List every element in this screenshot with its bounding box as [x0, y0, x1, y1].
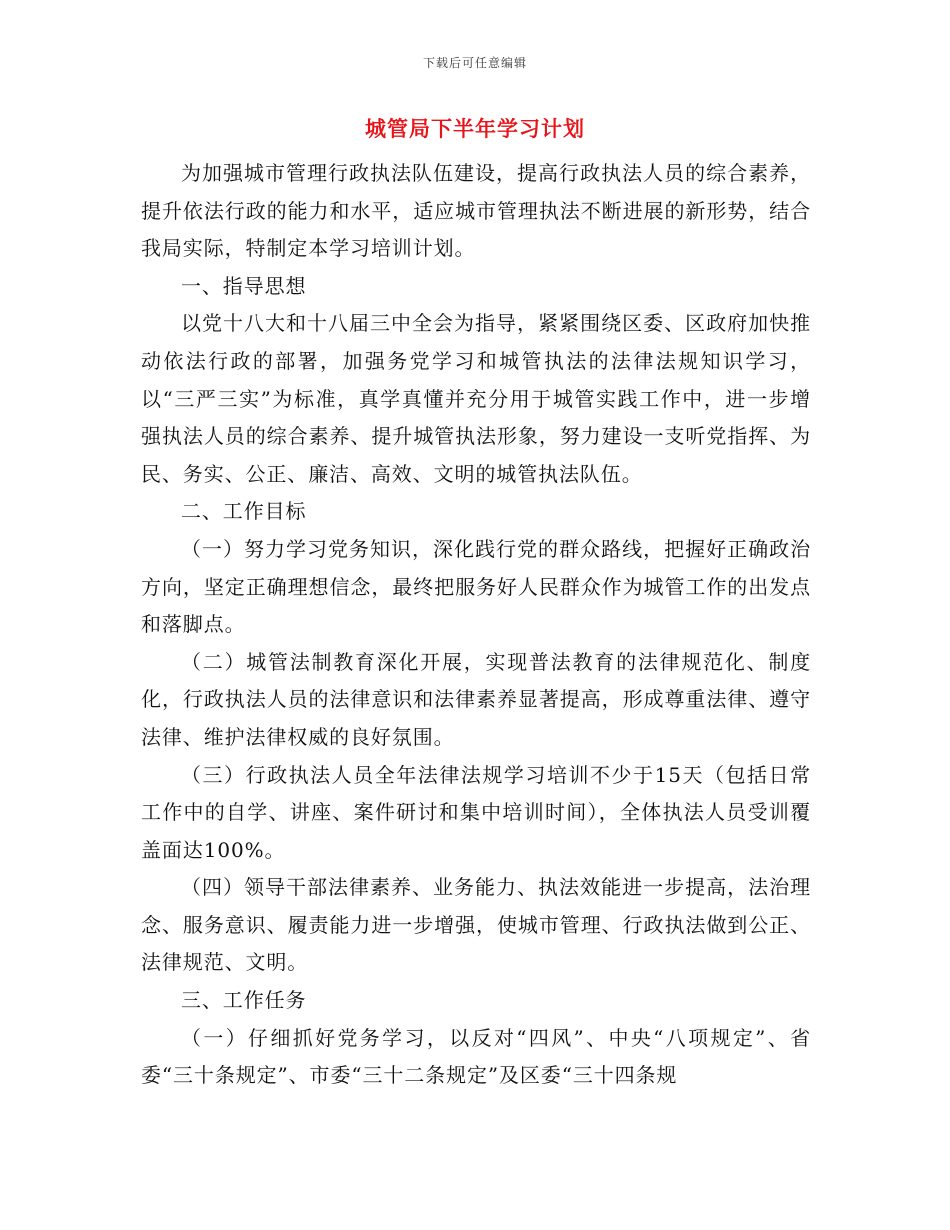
intro-paragraph: 为加强城市管理行政执法队伍建设，提高行政执法人员的综合素养，提升依法行政的能力和水平，适应城市管理执法不断进展的新形势，结合我局实际，特制定本学习培训计划。	[141, 161, 811, 261]
goal-item-4: （四）领导干部法律素养、业务能力、执法效能进一步提高，法治理念、服务意识、履责能力进一步增强，使城市管理、行政执法做到公正、法律规范、文明。	[141, 875, 811, 975]
guiding-ideology-paragraph: 以党十八大和十八届三中全会为指导，紧紧围绕区委、区政府加快推动依法行政的部署，加强务党学习和城管执法的法律法规知识学习，以“三严三实”为标准，真学真懂并充分用于城管实践工作中，进一步增强执法人员的综合素养、提升城管执法形象，努力建设一支听党指挥、为民、务实、公正、廉洁、高效、文明的城管执法队伍。	[141, 311, 811, 486]
goal-item-3: （三）行政执法人员全年法律法规学习培训不少于15天（包括日常工作中的自学、讲座、案件研讨和集中培训时间），全体执法人员受训覆盖面达100%。	[141, 762, 811, 862]
section-heading-work-tasks: 三、工作任务	[181, 988, 307, 1013]
goal-item-1: （一）努力学习党务知识，深化践行党的群众路线，把握好正确政治方向，坚定正确理想信念，最终把服务好人民群众作为城管工作的出发点和落脚点。	[141, 536, 811, 637]
page-header-note: 下载后可任意编辑	[422, 56, 527, 70]
goal-item-2: （二）城管法制教育深化开展，实现普法教育的法律规范化、制度化，行政执法人员的法律意识和法律素养显著提高，形成尊重法律、遵守法律、维护法律权威的良好氛围。	[141, 649, 811, 749]
document-body	[141, 155, 811, 1095]
section-heading-work-goals: 二、工作目标	[181, 499, 307, 524]
document-title: 城管局下半年学习计划	[365, 117, 585, 141]
section-heading-guiding-ideology: 一、指导思想	[181, 273, 307, 298]
task-item-1: （一）仔细抓好党务学习，以反对“四风”、中央“八项规定”、省委“三十条规定”、市委“三十二条规定”及区委“三十四条规	[141, 1025, 811, 1088]
